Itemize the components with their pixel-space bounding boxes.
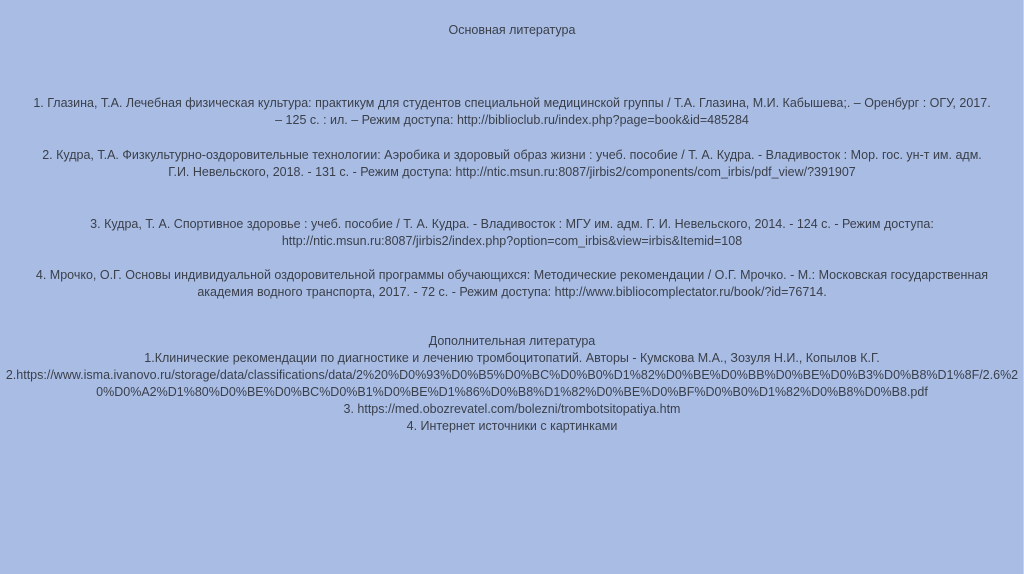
additional-literature-item-3[interactable]: 3. https://med.obozrevatel.com/bolezni/trombotsitopatiya.htm (343, 402, 681, 416)
page-title: Основная литература (448, 23, 576, 37)
additional-literature-heading: Дополнительная литература (428, 334, 596, 348)
additional-literature-section (0, 333, 1024, 435)
main-literature-item-2: 2. Кудра, Т.А. Физкультурно-оздоровительные технологии: Аэробика и здоровый образ жизни : учеб. пособие / Т. А. Кудра. - Владивосток : Мор. гос. ун-т им. адм. Г.И. Невельского, 2018. - 131 с. - Режим доступа: http://ntic.msun.ru:8087/jirbis2/components/com_irbis/pdf_view/?391907 (42, 148, 982, 179)
additional-literature-item-2[interactable]: 2.https://www.isma.ivanovo.ru/storage/data/classifications/data/2%20%D0%93%D0%B5%D0%BC%D0%B0%D1%82%D0%BE%D0%BB%D0%BE%D0%B3%D0%B8%D1%8F/2.6%20%D0%A2%D1%80%D0%BE%D0%BC%D0%B1%D0%BE%D1%86%D0%B8%D1%82%D0%BE%D0%BF%D0%B0%D1%82%D0%B8%D0%B8.pdf (5, 368, 1019, 399)
main-literature-item-3: 3. Кудра, Т. А. Спортивное здоровье : учеб. пособие / Т. А. Кудра. - Владивосток : МГУ им. адм. Г. И. Невельского, 2014. - 124 с. - Режим доступа: http://ntic.msun.ru:8087/jirbis2/index.php?option=com_irbis&view=irbis&Itemid=108 (90, 217, 934, 248)
main-literature-item-1: 1. Глазина, Т.А. Лечебная физическая культура: практикум для студентов специальной медицинской группы / Т.А. Глазина, М.И. Кабышева;. – Оренбург : ОГУ, 2017. – 125 с. : ил. – Режим доступа: http://biblioclub.ru/index.php?page=book&id=485284 (33, 96, 991, 127)
main-literature-list (0, 95, 1024, 301)
additional-literature-item-1: 1.Клинические рекомендации по диагностике и лечению тромбоцитопатий. Авторы - Кумскова М.А., Зозуля Н.И., Копылов К.Г. (144, 351, 880, 365)
main-literature-item-4: 4. Мрочко, О.Г. Основы индивидуальной оздоровительной программы обучающихся: Методические рекомендации / О.Г. Мрочко. - М.: Московская государственная академия водного транспорта, 2017. - 72 с. - Режим доступа: http://www.bibliocomplectator.ru/book/?id=76714. (35, 268, 989, 299)
additional-literature-item-4: 4. Интернет источники с картинками (406, 419, 618, 433)
